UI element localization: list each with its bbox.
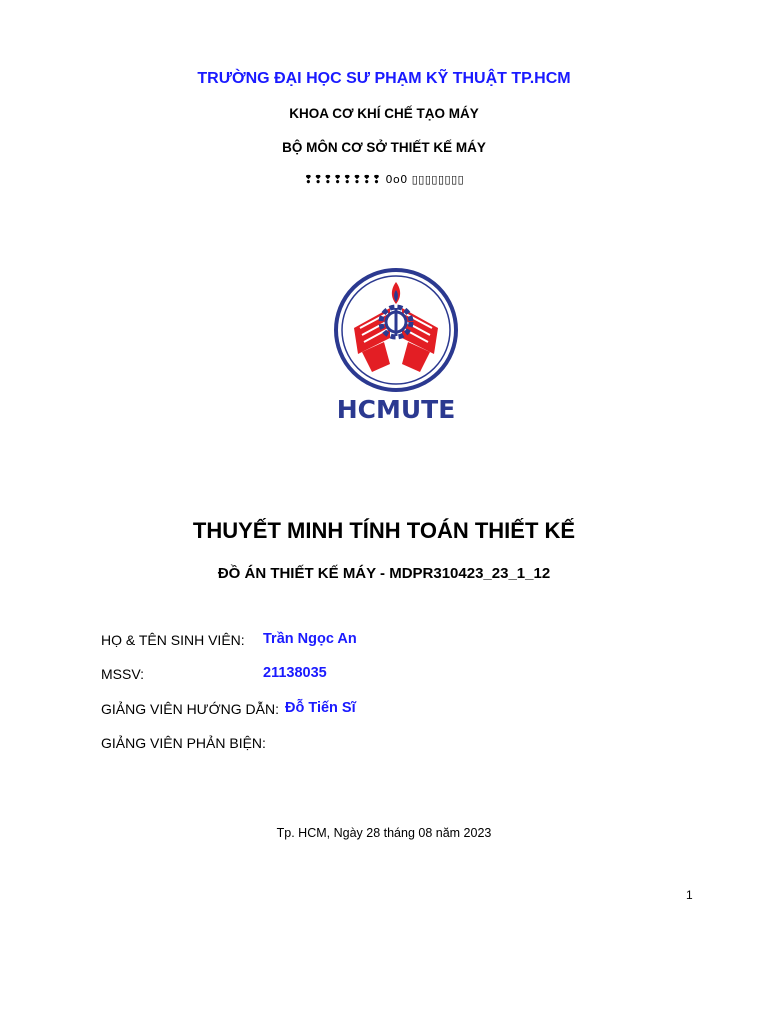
ornament-divider: ❢❢❢❢❢❢❢❢ 0o0 ▯▯▯▯▯▯▯▯ xyxy=(303,173,465,186)
advisor-label: GIẢNG VIÊN HƯỚNG DẪN: xyxy=(101,701,279,717)
school-name: TRƯỜNG ĐẠI HỌC SƯ PHẠM KỸ THUẬT TP.HCM xyxy=(197,70,571,87)
advisor-value: Đỗ Tiến Sĩ xyxy=(285,700,356,716)
department-name: BỘ MÔN CƠ SỞ THIẾT KẾ MÁY xyxy=(282,140,486,155)
student-id-value: 21138035 xyxy=(263,665,327,681)
document-subtitle: ĐỒ ÁN THIẾT KẾ MÁY - MDPR310423_23_1_12 xyxy=(217,565,551,582)
reviewer-row xyxy=(101,735,266,751)
reviewer-label: GIẢNG VIÊN PHẢN BIỆN: xyxy=(101,735,266,751)
student-id-label: MSSV: xyxy=(101,666,145,682)
page-number: 1 xyxy=(686,888,693,902)
student-name-label: HỌ & TÊN SINH VIÊN: xyxy=(101,632,245,648)
faculty-name: KHOA CƠ KHÍ CHẾ TẠO MÁY xyxy=(289,106,479,121)
student-id-row xyxy=(101,665,327,682)
date-line: Tp. HCM, Ngày 28 tháng 08 năm 2023 xyxy=(276,826,492,840)
student-name-row xyxy=(101,631,357,648)
document-title: THUYẾT MINH TÍNH TOÁN THIẾT KẾ xyxy=(192,518,576,543)
advisor-row xyxy=(101,700,356,717)
logo-text: HCMUTE xyxy=(336,395,456,424)
student-name-value: Trần Ngọc An xyxy=(263,631,357,647)
hcmute-logo xyxy=(332,268,460,428)
